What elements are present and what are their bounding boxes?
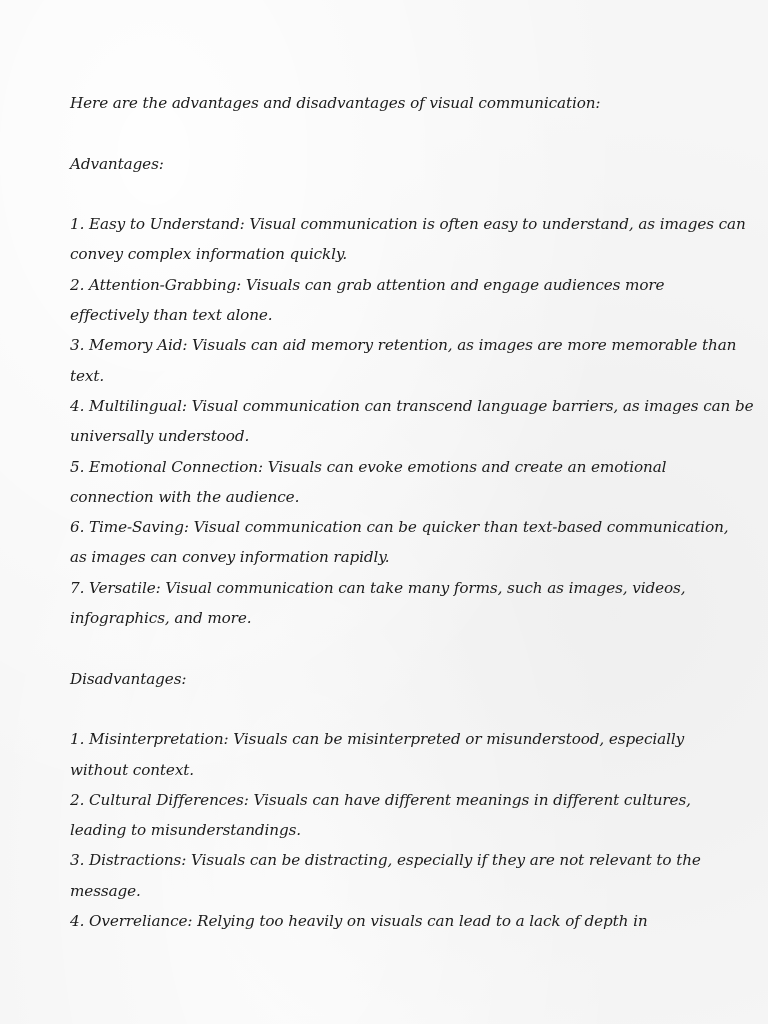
advantage-item-7-line-2: infographics, and more.: [70, 609, 252, 628]
advantage-item-6-line-1: 6. Time-Saving: Visual communication can be quicker than text-based communication,: [70, 518, 729, 537]
disadvantage-item-2-line-1: 2. Cultural Differences: Visuals can have different meanings in different cultures,: [70, 790, 691, 809]
disadvantage-item-4-line-1: 4. Overreliance: Relying too heavily on visuals can lead to a lack of depth in: [70, 912, 648, 931]
disadvantage-item-1-line-1: 1. Misinterpretation: Visuals can be misinterpreted or misunderstood, especially: [70, 730, 685, 749]
advantage-item-5-line-2: connection with the audience.: [70, 487, 300, 506]
advantages-list: [70, 209, 754, 633]
disadvantage-item-1-line-2: without context.: [70, 760, 195, 779]
spacer: [70, 179, 730, 209]
disadvantages-list: [70, 724, 730, 936]
disadvantage-item-3-line-2: message.: [70, 881, 141, 900]
advantage-item-3-line-2: text.: [70, 366, 105, 385]
spacer: [70, 118, 730, 148]
disadvantages-heading: Disadvantages:: [70, 669, 187, 688]
spacer: [70, 694, 730, 724]
disadvantage-item-3-line-1: 3. Distractions: Visuals can be distracting, especially if they are not relevant to the: [70, 851, 701, 870]
advantages-heading: Advantages:: [70, 154, 164, 173]
advantage-item-7-line-1: 7. Versatile: Visual communication can take many forms, such as images, videos,: [70, 578, 686, 597]
advantage-item-4-line-2: universally understood.: [70, 427, 250, 446]
disadvantage-item-2-line-2: leading to misunderstandings.: [70, 821, 302, 840]
advantage-item-3-line-1: 3. Memory Aid: Visuals can aid memory retention, as images are more memorable than: [70, 336, 737, 355]
advantage-item-1-line-1: 1. Easy to Understand: Visual communication is often easy to understand, as images can: [70, 215, 746, 234]
advantage-item-2-line-2: effectively than text alone.: [70, 306, 273, 325]
advantage-item-6-line-2: as images can convey information rapidly.: [70, 548, 390, 567]
advantage-item-1-line-2: convey complex information quickly.: [70, 245, 348, 264]
intro-text: Here are the advantages and disadvantages of visual communication:: [70, 94, 601, 112]
advantage-item-4-line-1: 4. Multilingual: Visual communication can transcend language barriers, as images can be: [70, 396, 754, 415]
document-body: [70, 88, 754, 936]
advantage-item-5-line-1: 5. Emotional Connection: Visuals can evoke emotions and create an emotional: [70, 457, 667, 476]
advantage-item-2-line-1: 2. Attention-Grabbing: Visuals can grab attention and engage audiences more: [70, 275, 665, 294]
spacer: [70, 633, 730, 663]
